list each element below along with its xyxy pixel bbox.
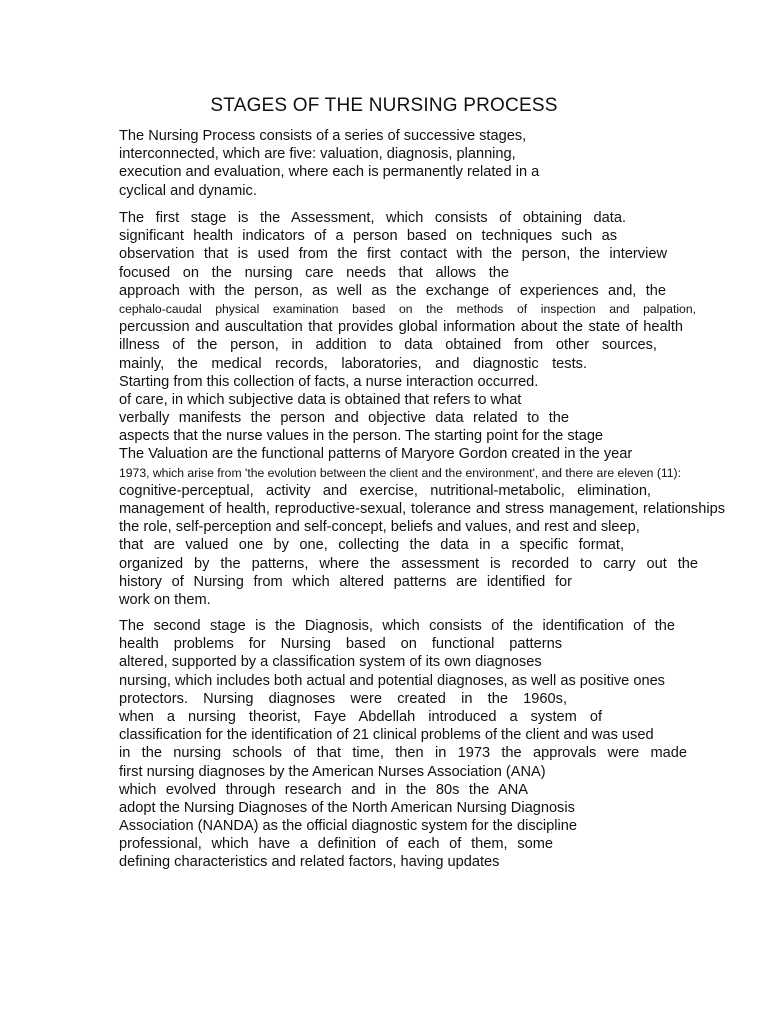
text-line: in the nursing schools of that time, then in 1973 the approvals were made <box>119 745 687 762</box>
paragraph-diagnosis <box>119 617 697 872</box>
text-line: first nursing diagnoses by the American Nurses Association (ANA) <box>119 763 546 780</box>
text-line: significant health indicators of a person based on techniques such as <box>119 228 617 245</box>
text-line: adopt the Nursing Diagnoses of the North American Nursing Diagnosis <box>119 799 575 816</box>
text-line: management of health, reproductive-sexual, tolerance and stress management, relationships <box>119 501 725 517</box>
text-line: mainly, the medical records, laboratories, and diagnostic tests. <box>119 355 587 372</box>
text-line: classification for the identification of 21 clinical problems of the client and was used <box>119 727 654 744</box>
text-line: professional, which have a definition of each of them, some <box>119 836 553 853</box>
text-line: The Nursing Process consists of a series of successive stages, <box>119 128 527 144</box>
text-line: cephalo-caudal physical examination based on the methods of inspection and palpation, <box>119 301 696 316</box>
text-line: that are valued one by one, collecting the data in a specific format, <box>119 537 624 554</box>
text-line: cyclical and dynamic. <box>119 182 257 199</box>
text-line: health problems for Nursing based on functional patterns <box>119 636 562 653</box>
text-line: illness of the person, in addition to data obtained from other sources, <box>119 337 657 354</box>
text-line: when a nursing theorist, Faye Abdellah introduced a system of <box>119 708 602 725</box>
text-line: 1973, which arise from 'the evolution between the client and the environment', and there are eleven (11): <box>119 465 682 480</box>
text-line: observation that is used from the first contact with the person, the interview <box>119 246 667 263</box>
text-line: execution and evaluation, where each is permanently related in a <box>119 164 540 181</box>
text-line: focused on the nursing care needs that allows the <box>119 264 509 281</box>
text-line: interconnected, which are five: valuation, diagnosis, planning, <box>119 146 516 163</box>
text-line: approach with the person, as well as the exchange of experiences and, the <box>119 282 666 299</box>
text-line: The Valuation are the functional patterns of Maryore Gordon created in the year <box>119 446 633 463</box>
text-line: work on them. <box>119 591 211 608</box>
text-line: The first stage is the Assessment, which consists of obtaining data. <box>119 210 626 226</box>
paragraph-intro <box>119 127 571 200</box>
text-line: the role, self-perception and self-concept, beliefs and values, and rest and sleep, <box>119 519 640 536</box>
text-line: aspects that the nurse values in the person. The starting point for the stage <box>119 428 604 445</box>
text-line: protectors. Nursing diagnoses were created in the 1960s, <box>119 690 567 707</box>
text-line: defining characteristics and related factors, having updates <box>119 854 500 871</box>
text-line: organized by the patterns, where the assessment is recorded to carry out the <box>119 555 698 572</box>
text-line: The second stage is the Diagnosis, which consists of the identification of the <box>119 618 675 634</box>
text-line: verbally manifests the person and objective data related to the <box>119 410 569 427</box>
text-line: altered, supported by a classification system of its own diagnoses <box>119 654 542 671</box>
text-line: nursing, which includes both actual and potential diagnoses, as well as positive ones <box>119 672 665 689</box>
paragraph-assessment <box>119 209 725 609</box>
text-line: percussion and auscultation that provides global information about the state of health <box>119 319 683 336</box>
text-line: Association (NANDA) as the official diagnostic system for the discipline <box>119 818 578 835</box>
text-line: which evolved through research and in the 80s the ANA <box>119 781 528 798</box>
page-title: STAGES OF THE NURSING PROCESS <box>210 95 558 116</box>
text-line: of care, in which subjective data is obtained that refers to what <box>119 391 522 408</box>
text-line: history of Nursing from which altered patterns are identified for <box>119 573 572 590</box>
text-line: Starting from this collection of facts, a nurse interaction occurred. <box>119 373 539 390</box>
text-line: cognitive-perceptual, activity and exercise, nutritional-metabolic, elimination, <box>119 482 651 499</box>
